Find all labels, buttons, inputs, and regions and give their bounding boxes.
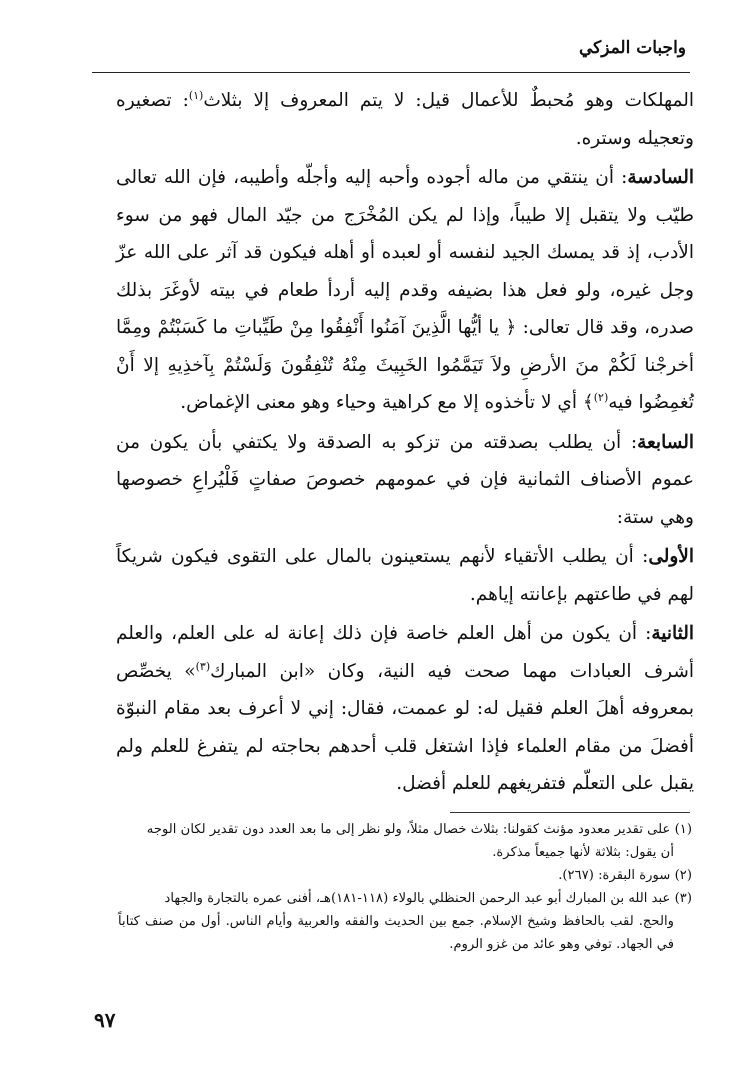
footnote-ref-2: (٢): [593, 390, 609, 404]
paragraph-text: : تصغيره وتعجيله وستره.: [116, 90, 694, 149]
paragraph-lead: الثانية: [651, 623, 694, 644]
paragraph-text: ﴾ أي لا تأخذوه إلا مع كراهية وحياء وهو معنى الإغماض.: [180, 392, 594, 413]
footnote-ref-1: (١): [188, 88, 204, 102]
footnote-3-continued: والحج. لقب بالحافظ وشيخ الإسلام. جمع بين الحديث والفقه والعربية وأيام الناس. أول من صنف كتاباً في الجهاد. توفي وهو عائد من غزو الروم.: [118, 914, 674, 952]
footnote-3: (٣) عبد الله بن المبارك أبو عبد الرحمن الحنظلي بالولاء (١١٨-١٨١)هـ، أفنى عمره بالتجارة والجهاد: [164, 891, 692, 906]
paragraph-seventh: [116, 424, 694, 537]
paragraph-lead: السادسة: [627, 167, 694, 188]
footnotes: [118, 818, 692, 956]
footnote-1: (١) على تقدير معدود مؤنث كقولنا: بثلاث خصال مثلاً، ولو نظر إلى ما بعد العدد دون تقدير لكان الوجه: [146, 822, 692, 837]
paragraph-first: [116, 538, 694, 613]
paragraph-text: : أن يطلب بصدقته من تزكو به الصدقة ولا يكتفي بأن يكون من عموم الأصناف الثمانية فإن في عمومهم خصوصَ صفاتٍ فَلْيُراعِ خصوصها وهي ستة:: [116, 431, 694, 528]
paragraph-text: : أن يطلب الأتقياء لأنهم يستعينون بالمال على التقوى فيكون شريكاً لهم في طاعتهم بإعانته إياهم.: [116, 546, 694, 605]
paragraph-text: » يخصِّص بمعروفه أهلَ العلم فقيل له: لو عممت، فقال: إني لا أعرف بعد مقام النبوّة أفضلَ من مقام العلماء فإذا اشتغل قلب أحدهم بحاجته لم يتفرغ للعلم ولم يقبل على التعلّم فتفريغهم للعلم أفضل.: [116, 660, 694, 794]
paragraph-text: : أن يكون من أهل العلم خاصة فإن ذلك إعانة له على العلم، والعلم أشرف العبادات مهما صحت فيه النية، وكان «ابن المبارك: [116, 623, 695, 682]
running-header: واجبات المزكي: [578, 38, 686, 58]
paragraph-text: المهلكات وهو مُحبطٌ للأعمال قيل: لا يتم المعروف إلا بثلاث: [203, 90, 695, 111]
paragraph-sixth: [116, 159, 694, 422]
footnote-1-continued: أن يقول: بثلاثة لأنها جميعاً مذكرة.: [492, 845, 674, 860]
footnote-2: (٢) سورة البقرة: (٢٦٧).: [558, 868, 692, 883]
page-number: ٩٧: [94, 1008, 116, 1032]
main-text: [116, 82, 694, 805]
footnote-ref-3: (٣): [195, 659, 211, 673]
paragraph-continuation: [116, 82, 694, 157]
paragraph-lead: السابعة: [637, 431, 694, 453]
paragraph-second: [116, 615, 694, 803]
header-rule: [92, 72, 690, 73]
paragraph-lead: الأولى: [648, 546, 694, 567]
footnote-rule: [450, 812, 690, 813]
paragraph-text: : أن ينتقي من ماله أجوده وأحبه إليه وأجلّه وأطيبه، فإن الله تعالى طيّب ولا يتقبل إلا طيباً، وإذا لم يكن المُخْرَج من جيّد المال فهو من سوء الأدب، إذ قد يمسك الجيد لنفسه أو لعبده أو أهله فيكون قد آثر على الله عزّ وجل غيره، ولو فعل هذا بضيفه وقدم إليه أردأ طعام في بيته لأوغَرَ بذلك صدره، وقد قال تعالى: ﴿ يا أيُّها الَّذِينَ آمَنُوا أَنْفِقُوا مِنْ طَيِّباتِ ما كَسَبْتُمْ ومِمَّا أخرجْنا لَكُمْ منَ الأرضِ ولاَ تَيَمَّمُوا الخَبِيثَ مِنْهُ تُنْفِقُونَ وَلَسْتُمْ بِآخذِيهِ إلا أَنْ تُغمِضُوا فيه: [116, 167, 694, 413]
